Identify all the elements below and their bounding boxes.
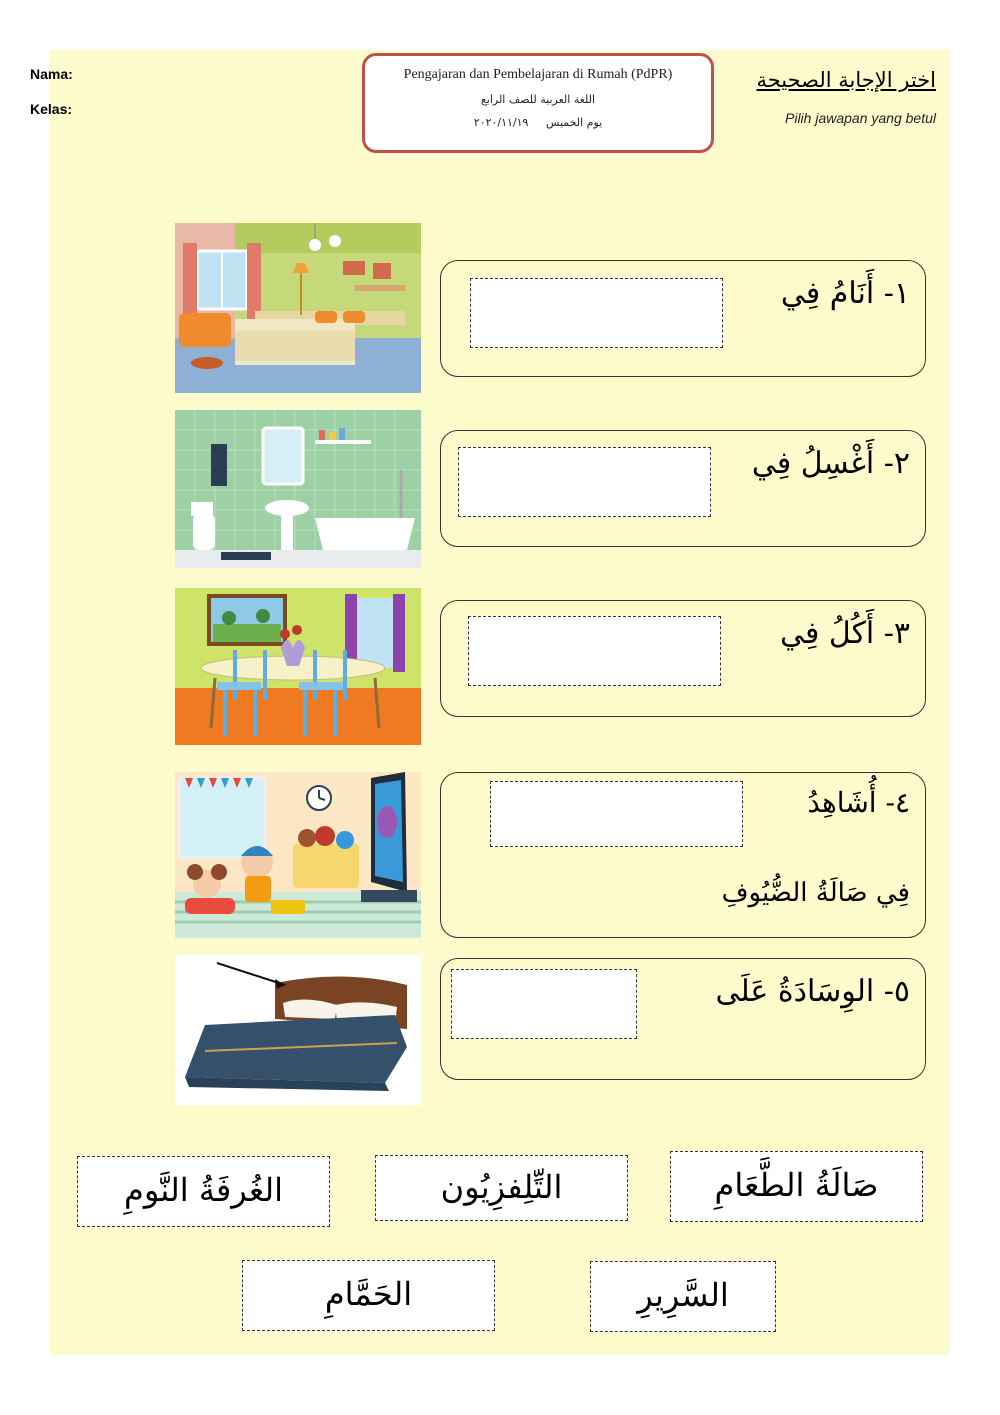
- answer-slot-1[interactable]: [470, 278, 723, 348]
- bedroom-picture: [175, 223, 421, 393]
- name-label: Nama:: [30, 66, 73, 82]
- bathroom-picture: [175, 410, 421, 568]
- class-label: Kelas:: [30, 101, 73, 117]
- header-date: ٢٠٢٠/١١/١٩: [473, 116, 529, 129]
- question-text-4: ٤- أُشَاهِدُ: [807, 786, 910, 819]
- answer-slot-4[interactable]: [490, 781, 743, 847]
- question-text-5: ٥- الوِسَادَةُ عَلَى: [715, 974, 910, 1009]
- question-text-1: ١- أَنَامُ فِي: [780, 276, 910, 311]
- header-day: يوم الخميس: [545, 116, 603, 129]
- bed-picture: [175, 955, 421, 1105]
- question-text-3: ٣- أَكُلُ فِي: [779, 616, 910, 651]
- dining-room-picture: [175, 588, 421, 745]
- header-date-line: [365, 116, 711, 129]
- header-line2: اللغة العربية للصف الرابع: [480, 93, 596, 106]
- word-bank-item-2[interactable]: التِّلِفزِيُون: [375, 1155, 628, 1221]
- word-bank-item-5[interactable]: السَّرِيرِ: [590, 1261, 776, 1332]
- instruction-malay: Pilih jawapan yang betul: [785, 110, 936, 126]
- living-room-picture: [175, 772, 421, 938]
- word-bank-item-4[interactable]: الحَمَّامِ: [242, 1260, 495, 1331]
- question-text-4-line2: فِي صَالَةُ الضُّيُوفِ: [721, 878, 910, 908]
- word-bank-item-1[interactable]: الغُرفَةُ النَّومِ: [77, 1156, 330, 1227]
- answer-slot-3[interactable]: [468, 616, 721, 686]
- answer-slot-2[interactable]: [458, 447, 711, 517]
- word-bank-item-3[interactable]: صَالَةُ الطَّعَامِ: [670, 1151, 923, 1222]
- header-line1: Pengajaran dan Pembelajaran di Rumah (PdPR): [403, 67, 673, 82]
- header-box: [362, 53, 714, 153]
- instruction-arabic: اختر الإجابة الصحيحة: [756, 68, 936, 92]
- answer-slot-5[interactable]: [451, 969, 637, 1039]
- question-text-2: ٢- أَغْسِلُ فِي: [751, 446, 910, 481]
